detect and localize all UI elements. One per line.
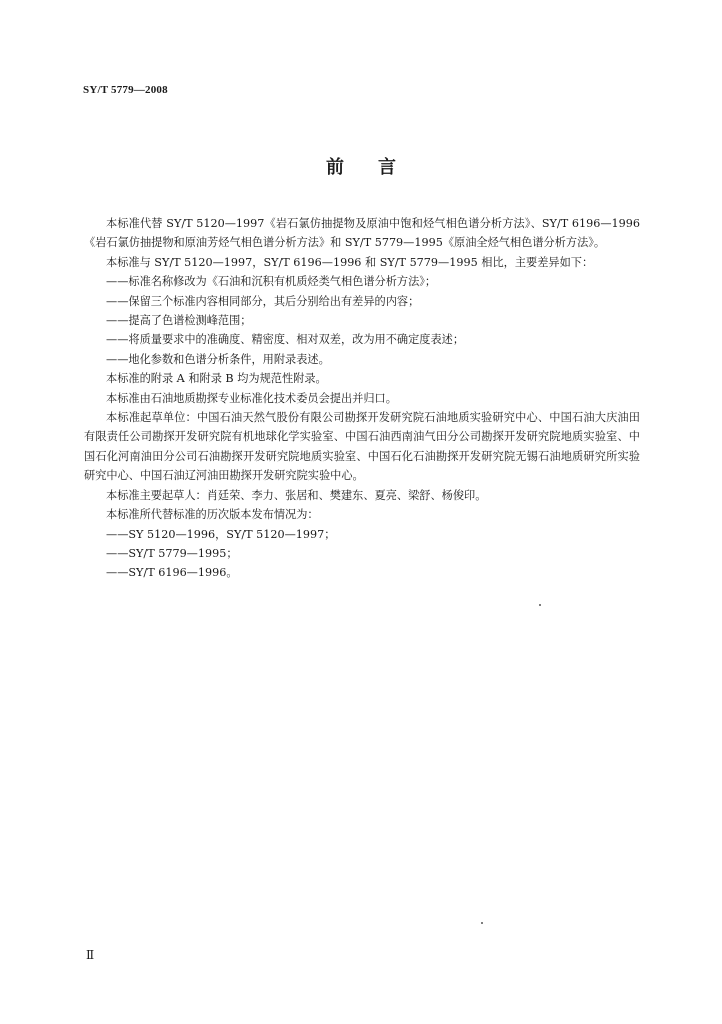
scan-speck: [539, 604, 541, 606]
paragraph-appendix: 本标准的附录 A 和附录 B 均为规范性附录。: [106, 372, 327, 386]
list-item-difference: ——保留三个标准内容相同部分，其后分别给出有差异的内容；: [106, 294, 420, 308]
scan-speck: [481, 922, 483, 924]
document-body: [84, 214, 640, 583]
paragraph-proposer: 本标准由石油地质勘探专业标准化技术委员会提出并归口。: [106, 391, 397, 405]
page-title: 前言: [326, 157, 430, 178]
paragraph-drafting-units: 本标准起草单位：中国石油天然气股份有限公司勘探开发研究院石油地质实验研究中心、中国石油大庆油田有限责任公司勘探开发研究院有机地球化学实验室、中国石油西南油气田分公司勘探开发研究院地质实验室、中国石化河南油田分公司石油勘探开发研究院地质实验室、中国石化石油勘探开发研究院无锡石油地质研究所实验研究中心、中国石油辽河油田勘探开发研究院实验中心。: [84, 411, 640, 483]
paragraph-differences-intro: 本标准与 SY/T 5120—1997，SY/T 6196—1996 和 SY/T 5779—1995 相比，主要差异如下：: [106, 255, 594, 269]
list-item-difference: ——提高了色谱检测峰范围；: [106, 314, 252, 328]
page-number: Ⅱ: [86, 948, 95, 962]
list-item-difference: ——标准名称修改为《石油和沉积有机质烃类气相色谱分析方法》；: [106, 275, 437, 289]
list-item-difference: ——将质量要求中的准确度、精密度、相对双差，改为用不确定度表述；: [106, 333, 465, 347]
list-item-history: ——SY 5120—1996，SY/T 5120—1997；: [106, 527, 336, 541]
list-item-history: ——SY/T 6196—1996。: [106, 566, 238, 580]
paragraph-history-intro: 本标准所代替标准的历次版本发布情况为：: [106, 508, 319, 522]
paragraph-drafters: 本标准主要起草人：肖廷荣、李力、张居和、樊建东、夏亮、梁舒、杨俊印。: [106, 488, 487, 502]
list-item-difference: ——地化参数和色谱分析条件，用附录表述。: [106, 352, 330, 366]
paragraph-replaces: 本标准代替 SY/T 5120—1997《岩石氯仿抽提物及原油中饱和烃气相色谱分析方法》、SY/T 6196—1996《岩石氯仿抽提物和原油芳烃气相色谱分析方法》和 SY/T 5779—1995《原油全烃气相色谱分析方法》。: [84, 217, 640, 250]
standard-number: SY/T 5779—2008: [83, 84, 168, 96]
list-item-history: ——SY/T 5779—1995；: [106, 546, 238, 560]
